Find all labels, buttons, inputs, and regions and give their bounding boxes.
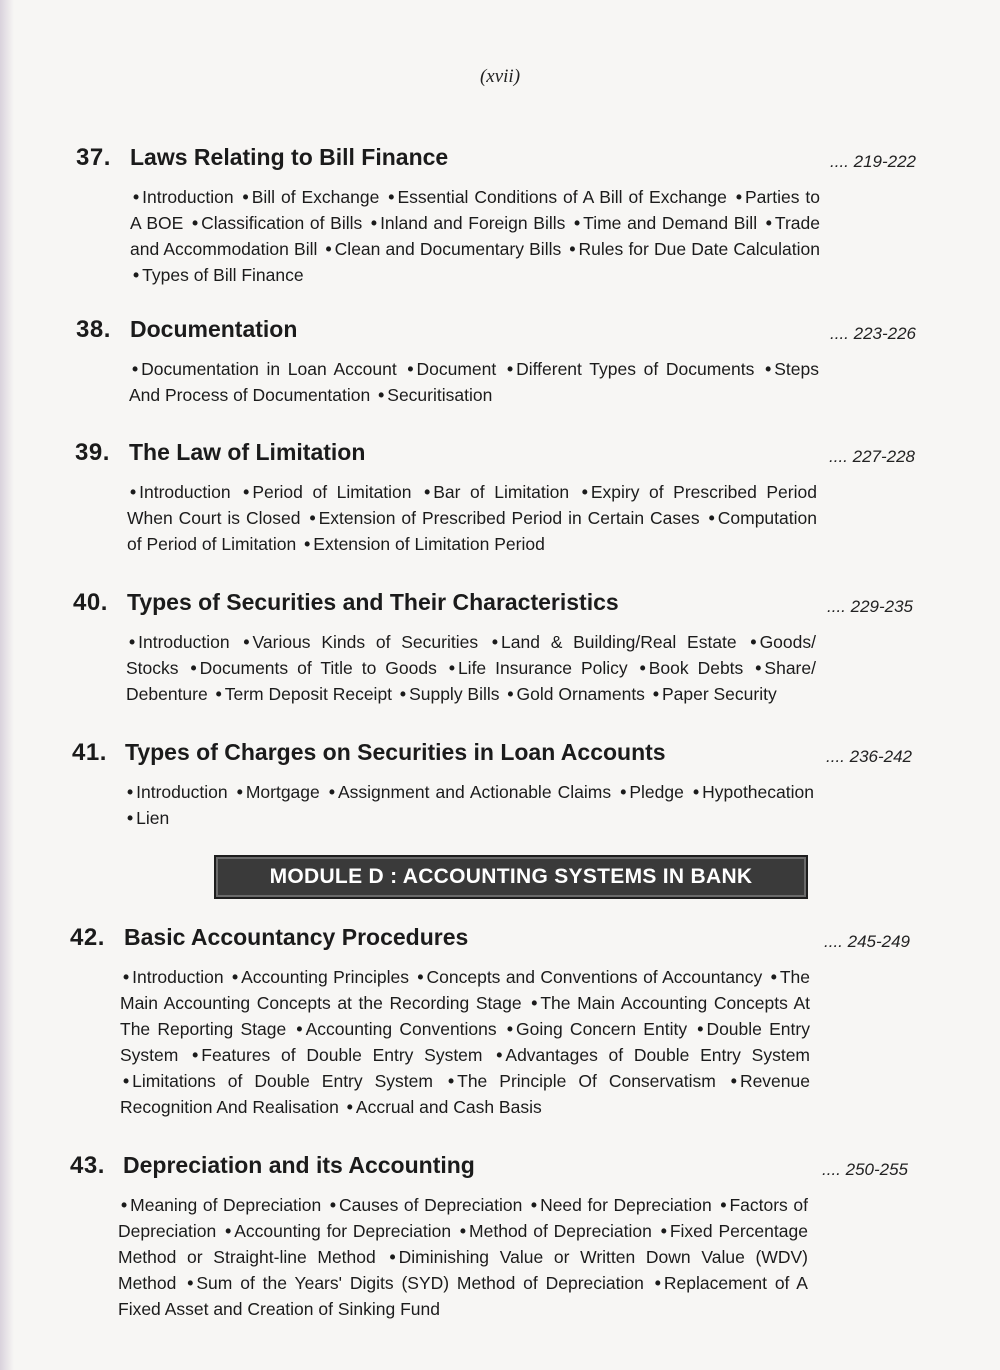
chapter-page-range: .... 250-255 — [822, 1160, 909, 1179]
bullet-icon: • — [190, 658, 197, 678]
chapter-entry — [0, 439, 1000, 554]
bullet-icon: • — [770, 967, 777, 987]
bullet-icon: • — [328, 782, 335, 802]
chapter-heading — [0, 739, 1000, 773]
topic-item: Extension of Limitation Period — [313, 534, 545, 554]
topic-item: Documentation in Loan Account — [141, 359, 397, 379]
bullet-icon: • — [652, 684, 659, 704]
bullet-icon: • — [309, 508, 316, 528]
bullet-icon: • — [192, 213, 199, 233]
topic-item: Documents of Title to Goods — [199, 658, 437, 678]
topic-item: Double Entry System — [120, 1019, 810, 1065]
bullet-icon: • — [388, 187, 395, 207]
topic-item: Various Kinds of Securities — [252, 632, 479, 652]
chapter-entry — [0, 316, 1000, 405]
topic-item: Steps And Process of Documentation — [129, 359, 819, 405]
topic-item: Mortgage — [245, 782, 320, 802]
bullet-icon: • — [620, 782, 627, 802]
chapter-title: Laws Relating to Bill Finance — [130, 144, 449, 170]
bullet-icon: • — [531, 993, 538, 1013]
chapter-topics — [130, 184, 820, 288]
chapter-topics — [127, 479, 817, 557]
bullet-icon: • — [329, 1195, 336, 1215]
topic-item: Concepts and Conventions of Accountancy — [426, 967, 763, 987]
chapter-heading — [0, 439, 1000, 473]
chapter-page-range: .... 223-226 — [830, 324, 917, 343]
bullet-icon: • — [755, 658, 762, 678]
bullet-icon: • — [231, 967, 239, 987]
topic-item: Features of Double Entry System — [201, 1045, 483, 1065]
topic-item: Inland and Foreign Bills — [380, 213, 566, 233]
topic-item: Factors of Depreciation — [118, 1195, 808, 1241]
bullet-icon: • — [697, 1019, 704, 1039]
topic-item: Life Insurance Policy — [457, 658, 628, 678]
topic-item: Accounting Conventions — [305, 1019, 497, 1039]
bullet-icon: • — [491, 632, 498, 652]
chapter-topics — [124, 779, 814, 831]
bullet-icon: • — [296, 1019, 303, 1039]
bullet-icon: • — [132, 359, 139, 379]
topic-item: Term Deposit Receipt — [224, 684, 393, 704]
bullet-icon: • — [639, 658, 646, 678]
chapter-number: 42. — [70, 924, 105, 951]
topic-item: Parties to A BOE — [130, 187, 820, 233]
bullet-icon: • — [133, 187, 140, 207]
topic-item: Advantages of Double Entry System — [505, 1045, 811, 1065]
topic-item: Meaning of Depreciation — [130, 1195, 322, 1215]
bullet-icon: • — [581, 482, 588, 502]
topic-item: Method of Depreciation — [469, 1221, 652, 1241]
topic-item: Computation of Period of Limitation — [127, 508, 817, 554]
chapter-number: 41. — [72, 739, 107, 766]
topic-item: Introduction — [142, 187, 234, 207]
bullet-icon: • — [370, 213, 378, 233]
topic-item: Introduction — [139, 482, 231, 502]
chapter-title: The Law of Limitation — [129, 439, 366, 465]
bullet-icon: • — [225, 1221, 232, 1241]
bullet-icon: • — [133, 265, 140, 285]
bullet-icon: • — [304, 534, 311, 554]
bullet-icon: • — [765, 359, 772, 379]
topic-item: Bar of Limitation — [433, 482, 570, 502]
chapter-title: Basic Accountancy Procedures — [124, 924, 469, 950]
topic-item: Assignment and Actionable Claims — [338, 782, 612, 802]
topic-item: Need for Depreciation — [540, 1195, 712, 1215]
bullet-icon: • — [530, 1195, 538, 1215]
bullet-icon: • — [378, 385, 385, 405]
bullet-icon: • — [459, 1221, 467, 1241]
topic-item: Different Types of Documents — [516, 359, 755, 379]
bullet-icon: • — [507, 684, 514, 704]
bullet-icon: • — [765, 213, 772, 233]
bullet-icon: • — [692, 782, 700, 802]
topic-item: Fixed Percentage Method or Straight-line Method — [118, 1221, 808, 1267]
bullet-icon: • — [129, 632, 136, 652]
bullet-icon: • — [506, 1019, 514, 1039]
topic-item: Book Debts — [648, 658, 744, 678]
bullet-icon: • — [424, 482, 431, 502]
topic-item: Extension of Prescribed Period in Certain Cases — [318, 508, 700, 528]
bullet-icon: • — [660, 1221, 667, 1241]
bullet-icon: • — [447, 1071, 455, 1091]
chapter-heading — [0, 589, 1000, 623]
chapter-page-range: .... 236-242 — [826, 747, 913, 766]
chapter-page-range: .... 245-249 — [824, 932, 911, 951]
bullet-icon: • — [399, 684, 407, 704]
topic-item: Goods/ Stocks — [126, 632, 816, 678]
bullet-icon: • — [730, 1071, 737, 1091]
bullet-icon: • — [569, 239, 576, 259]
topic-item: Introduction — [138, 632, 230, 652]
bullet-icon: • — [243, 632, 250, 652]
chapter-entry — [0, 1152, 1000, 1319]
topic-item: Supply Bills — [409, 684, 500, 704]
topic-item: Bill of Exchange — [251, 187, 380, 207]
chapter-page-range: .... 227-228 — [829, 447, 916, 466]
chapter-heading — [0, 144, 1000, 178]
chapter-number: 43. — [70, 1152, 105, 1179]
bullet-icon: • — [506, 359, 514, 379]
module-banner: MODULE D : ACCOUNTING SYSTEMS IN BANK — [214, 855, 808, 899]
chapter-page-range: .... 229-235 — [827, 597, 914, 616]
topic-item: Hypothecation — [702, 782, 814, 802]
topic-item: The Main Accounting Concepts at the Recording Stage — [120, 967, 810, 1013]
chapter-title: Types of Securities and Their Characteristics — [127, 589, 619, 615]
bullet-icon: • — [708, 508, 715, 528]
topic-item: Accounting for Depreciation — [234, 1221, 452, 1241]
bullet-icon: • — [242, 187, 249, 207]
topic-item: Share/ Debenture — [126, 658, 816, 704]
topic-item: Securitisation — [387, 385, 493, 405]
chapter-heading — [0, 316, 1000, 350]
topic-item: Expiry of Prescribed Period When Court is Closed — [127, 482, 817, 528]
chapter-topics — [118, 1192, 808, 1322]
topic-item: Causes of Depreciation — [339, 1195, 523, 1215]
topic-item: Lien — [136, 808, 170, 828]
topic-item: Paper Security — [661, 684, 777, 704]
chapter-number: 40. — [73, 589, 108, 616]
bullet-icon: • — [130, 482, 137, 502]
bullet-icon: • — [735, 187, 742, 207]
bullet-icon: • — [346, 1097, 353, 1117]
topic-item: Land & Building/Real Estate — [501, 632, 737, 652]
topic-item: Essential Conditions of A Bill of Exchange — [397, 187, 727, 207]
bullet-icon: • — [192, 1045, 199, 1065]
topic-item: Types of Bill Finance — [142, 265, 304, 285]
bullet-icon: • — [236, 782, 243, 802]
chapter-number: 39. — [75, 439, 110, 466]
topic-item: Revenue Recognition And Realisation — [120, 1071, 810, 1117]
chapter-topics — [120, 964, 810, 1120]
chapter-title: Types of Charges on Securities in Loan Accounts — [125, 739, 666, 765]
topic-item: Diminishing Value or Written Down Value (WDV) Method — [118, 1247, 808, 1293]
bullet-icon: • — [123, 1071, 130, 1091]
chapter-number: 38. — [76, 316, 111, 343]
bullet-icon: • — [654, 1273, 661, 1293]
chapter-title: Documentation — [130, 316, 298, 342]
chapter-entry — [0, 589, 1000, 704]
topic-item: Introduction — [132, 967, 224, 987]
topic-item: Introduction — [136, 782, 228, 802]
bullet-icon: • — [407, 359, 414, 379]
topic-item: Gold Ornaments — [516, 684, 645, 704]
chapter-title: Depreciation and its Accounting — [123, 1152, 475, 1178]
chapter-number: 37. — [76, 144, 111, 171]
topic-item: Accounting Principles — [241, 967, 409, 987]
topic-item: Sum of the Years' Digits (SYD) Method of Depreciation — [196, 1273, 644, 1293]
topic-item: Going Concern Entity — [516, 1019, 688, 1039]
chapter-heading — [0, 924, 1000, 958]
chapter-entry — [0, 144, 1000, 285]
topic-item: The Main Accounting Concepts At The Reporting Stage — [120, 993, 810, 1039]
chapter-entry — [0, 924, 1000, 1117]
bullet-icon: • — [496, 1045, 503, 1065]
topic-item: Rules for Due Date Calculation — [578, 239, 820, 259]
topic-item: Accrual and Cash Basis — [355, 1097, 542, 1117]
bullet-icon: • — [123, 967, 130, 987]
chapter-page-range: .... 219-222 — [830, 152, 917, 171]
bullet-icon: • — [389, 1247, 396, 1267]
page-folio: (xvii) — [479, 66, 521, 87]
bullet-icon: • — [750, 632, 757, 652]
bullet-icon: • — [574, 213, 581, 233]
topic-item: Document — [416, 359, 497, 379]
topic-item: Classification of Bills — [201, 213, 363, 233]
topic-item: Replacement of A Fixed Asset and Creation of Sinking Fund — [118, 1273, 808, 1319]
topic-item: Limitations of Double Entry System — [132, 1071, 433, 1091]
bullet-icon: • — [121, 1195, 128, 1215]
bullet-icon: • — [215, 684, 222, 704]
topic-item: Time and Demand Bill — [583, 213, 758, 233]
bullet-icon: • — [187, 1273, 194, 1293]
bullet-icon: • — [127, 808, 134, 828]
topic-item: The Principle Of Conservatism — [457, 1071, 716, 1091]
bullet-icon: • — [127, 782, 134, 802]
topic-item: Period of Limitation — [252, 482, 412, 502]
bullet-icon: • — [243, 482, 250, 502]
topic-item: Pledge — [629, 782, 684, 802]
chapter-heading — [0, 1152, 1000, 1186]
chapter-topics — [129, 356, 819, 408]
bullet-icon: • — [448, 658, 455, 678]
topic-item: Trade and Accommodation Bill — [130, 213, 820, 259]
bullet-icon: • — [325, 239, 332, 259]
chapter-entry — [0, 739, 1000, 828]
bullet-icon: • — [417, 967, 424, 987]
bullet-icon: • — [720, 1195, 727, 1215]
chapter-topics — [126, 629, 816, 707]
topic-item: Clean and Documentary Bills — [334, 239, 562, 259]
